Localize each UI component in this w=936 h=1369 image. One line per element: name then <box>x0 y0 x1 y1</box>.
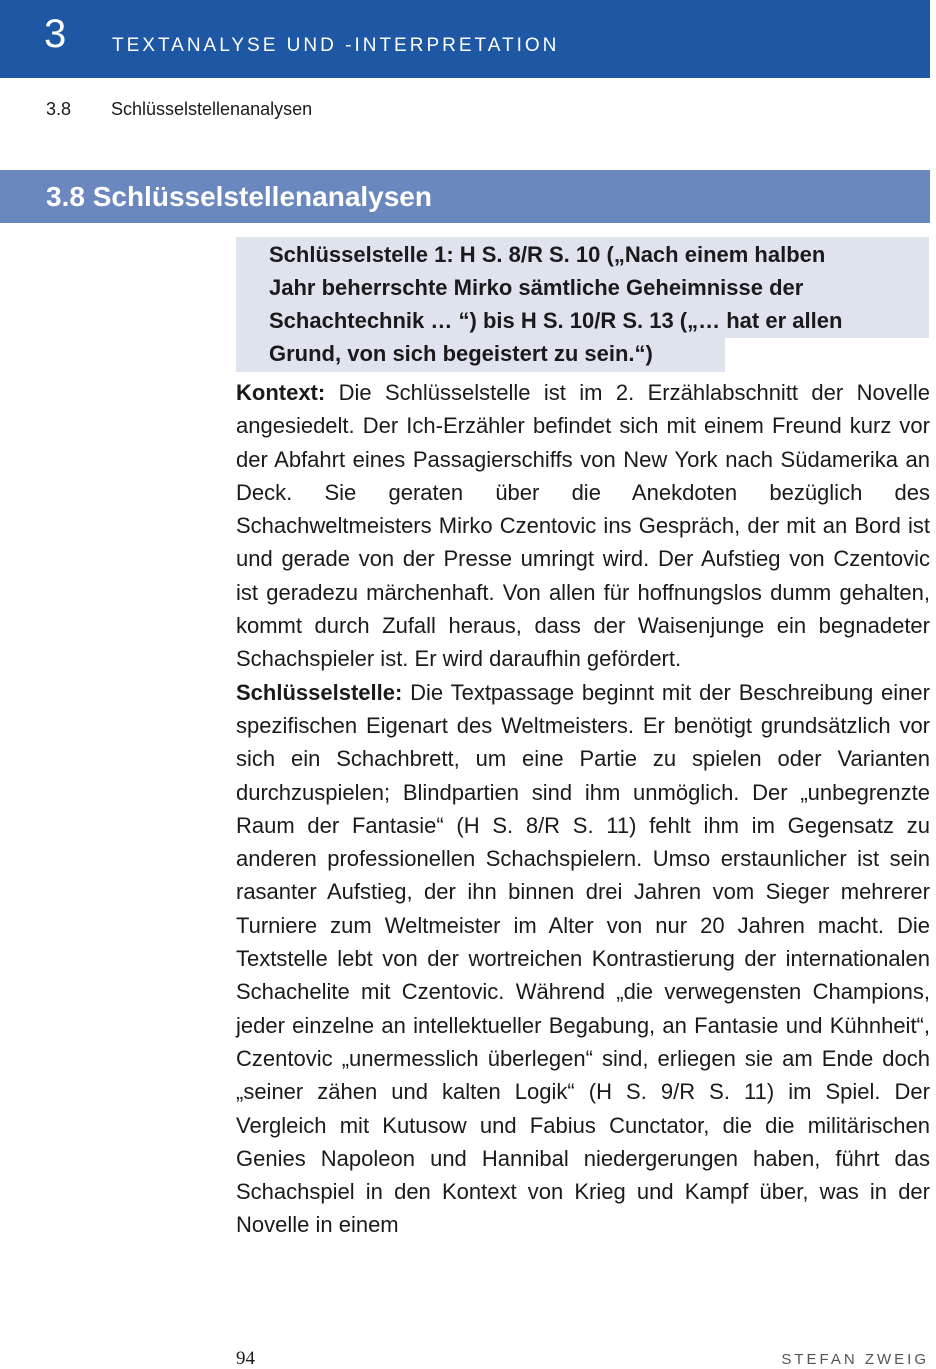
page-number: 94 <box>236 1348 255 1369</box>
paragraph-text: Die Schlüsselstelle ist im 2. Erzählabschnitt der Novelle angesiedelt. Der Ich-Erzähler befindet sich mit einem Freund kurz vor der Abfahrt eines Passagierschiffs von New York nach Südamerika an Deck. Sie geraten über die Anekdoten bezüglich des Schachweltmeisters Mirko Czentovic ins Gespräch, der mit an Bord ist und gerade von der Presse umringt wird. Der Aufstieg von Czentovic ist geradezu märchenhaft. Von allen für hoffnungslos dumm gehalten, kommt durch Zufall heraus, dass der Waisenjunge ein begnadeter Schachspieler ist. Er wird daraufhin gefördert. <box>236 380 930 672</box>
key-passage-line: Grund, von sich begeistert zu sein.“) <box>269 341 653 366</box>
chapter-title: TEXTANALYSE UND -INTERPRETATION <box>112 35 560 56</box>
breadcrumb-label: Schlüsselstellenanalysen <box>111 99 313 119</box>
key-passage-box <box>236 237 929 372</box>
paragraph-schluesselstelle <box>236 676 930 1242</box>
key-passage-heading <box>269 237 924 370</box>
section-title: 3.8 Schlüsselstellenanalysen <box>46 181 432 212</box>
section-header-bar <box>0 170 930 223</box>
breadcrumb <box>46 100 312 118</box>
footer-author: STEFAN ZWEIG <box>781 1351 929 1368</box>
breadcrumb-number: 3.8 <box>46 99 72 119</box>
key-passage-line: Schlüsselstelle 1: H S. 8/R S. 10 („Nach einem halben <box>269 242 826 267</box>
chapter-number: 3 <box>44 12 67 56</box>
key-passage-line: Jahr beherrschte Mirko sämtliche Geheimnisse der <box>269 275 804 300</box>
key-passage-line: Schachtechnik … “) bis H S. 10/R S. 13 („… hat er allen <box>269 308 843 333</box>
paragraph-kontext <box>236 376 930 676</box>
body-text <box>236 376 930 1242</box>
paragraph-label: Schlüsselstelle: <box>236 679 403 705</box>
paragraph-text: Die Textpassage beginnt mit der Beschreibung einer spezifischen Eigenart des Weltmeisters. Er benötigt grundsätzlich vor sich ein Schachbrett, um eine Partie zu spielen oder Varianten durchzuspielen; Blindpartien sind ihm unmöglich. Der „unbegrenzte Raum der Fantasie“ (H S. 8/R S. 11) fehlt ihm im Gegensatz zu anderen professionellen Schachspielern. Umso erstaunlicher ist sein rasanter Aufstieg, der ihn binnen drei Jahren vom Sieger mehrerer Turniere zum Weltmeister im Alter von nur 20 Jahren macht. Die Textstelle lebt von der wortreichen Kontrastierung der internationalen Schachelite mit Czentovic. Während „die verwegensten Champions, jeder einzelne an intellektueller Begabung, an Fantasie und Kühnheit“, Czentovic „unermesslich überlegen“ sind, erliegen sie am Ende doch „seiner zähen und kalten Logik“ (H S. 9/R S. 11) im Spiel. Der Vergleich mit Kutusow und Fabius Cunctator, die die militärischen Genies Napoleon und Hannibal niedergerungen haben, führt das Schachspiel in den Kontext von Krieg und Kampf über, was in der Novelle in einem <box>236 679 930 1238</box>
chapter-header-bar <box>0 0 930 78</box>
paragraph-label: Kontext: <box>236 380 326 405</box>
